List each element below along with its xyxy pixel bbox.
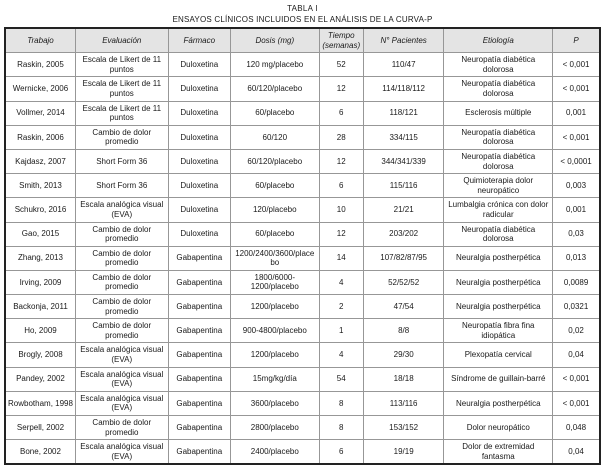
- table-row: [5, 198, 600, 222]
- table-cell-trabajo: Backonja, 2011: [5, 295, 75, 319]
- table-cell-evaluacion: Escala de Likert de 11 puntos: [75, 53, 168, 77]
- table-cell-dosis: 1200/2400/3600/placebo: [230, 246, 319, 270]
- table-cell-pacientes: 344/341/339: [363, 149, 444, 173]
- table-cell-trabajo: Raskin, 2006: [5, 125, 75, 149]
- table-cell-farmaco: Duloxetina: [168, 149, 230, 173]
- table-cell-tiempo: 6: [319, 440, 363, 465]
- table-cell-evaluacion: Escala analógica visual (EVA): [75, 440, 168, 465]
- table-cell-dosis: 2400/placebo: [230, 440, 319, 465]
- table-row: [5, 53, 600, 77]
- column-header-tiempo: Tiempo (semanas): [319, 28, 363, 53]
- table-cell-dosis: 60/placebo: [230, 222, 319, 246]
- column-header-etiologia: Etiología: [444, 28, 553, 53]
- table-cell-farmaco: Gabapentina: [168, 319, 230, 343]
- table-row: [5, 101, 600, 125]
- table-cell-tiempo: 8: [319, 416, 363, 440]
- header-row: [5, 28, 600, 53]
- table-row: [5, 149, 600, 173]
- table-cell-dosis: 60/placebo: [230, 174, 319, 198]
- table-cell-farmaco: Duloxetina: [168, 174, 230, 198]
- table-row: [5, 222, 600, 246]
- table-cell-pacientes: 18/18: [363, 367, 444, 391]
- table-cell-dosis: 1200/placebo: [230, 343, 319, 367]
- table-cell-p: 0,03: [553, 222, 600, 246]
- table-cell-etiologia: Plexopatía cervical: [444, 343, 553, 367]
- table-cell-p: < 0,001: [553, 367, 600, 391]
- table-cell-etiologia: Quimioterapia dolor neuropático: [444, 174, 553, 198]
- table-cell-etiologia: Esclerosis múltiple: [444, 101, 553, 125]
- table-cell-etiologia: Neuralgia postherpética: [444, 391, 553, 415]
- table-cell-pacientes: 29/30: [363, 343, 444, 367]
- table-cell-tiempo: 4: [319, 270, 363, 294]
- table-cell-trabajo: Pandey, 2002: [5, 367, 75, 391]
- table-cell-p: 0,001: [553, 198, 600, 222]
- table-cell-p: 0,0321: [553, 295, 600, 319]
- table-cell-dosis: 60/120/placebo: [230, 149, 319, 173]
- table-cell-etiologia: Neuropatía diabética dolorosa: [444, 149, 553, 173]
- table-cell-dosis: 60/120: [230, 125, 319, 149]
- table-cell-trabajo: Serpell, 2002: [5, 416, 75, 440]
- table-cell-etiologia: Neuralgia postherpética: [444, 295, 553, 319]
- table-cell-dosis: 2800/placebo: [230, 416, 319, 440]
- table-cell-etiologia: Neuropatía fibra fina idiopática: [444, 319, 553, 343]
- table-body: [5, 53, 600, 465]
- table-number: TABLA I: [287, 4, 318, 13]
- table-cell-evaluacion: Cambio de dolor promedio: [75, 416, 168, 440]
- table-cell-pacientes: 114/118/112: [363, 77, 444, 101]
- table-cell-tiempo: 12: [319, 149, 363, 173]
- table-cell-evaluacion: Cambio de dolor promedio: [75, 125, 168, 149]
- table-cell-etiologia: Neuropatía diabética dolorosa: [444, 125, 553, 149]
- table-cell-trabajo: Wernicke, 2006: [5, 77, 75, 101]
- table-cell-etiologia: Neuralgia postherpética: [444, 270, 553, 294]
- table-cell-p: 0,013: [553, 246, 600, 270]
- table-cell-p: 0,0089: [553, 270, 600, 294]
- table-cell-etiologia: Neuropatía diabética dolorosa: [444, 77, 553, 101]
- table-cell-dosis: 60/placebo: [230, 101, 319, 125]
- table-cell-evaluacion: Escala analógica visual (EVA): [75, 343, 168, 367]
- table-cell-p: 0,02: [553, 319, 600, 343]
- table-cell-p: 0,048: [553, 416, 600, 440]
- table-cell-etiologia: Neuropatía diabética dolorosa: [444, 53, 553, 77]
- table-cell-p: < 0,0001: [553, 149, 600, 173]
- table-cell-farmaco: Duloxetina: [168, 198, 230, 222]
- table-cell-dosis: 900-4800/placebo: [230, 319, 319, 343]
- table-cell-evaluacion: Escala de Likert de 11 puntos: [75, 101, 168, 125]
- table-cell-trabajo: Kajdasz, 2007: [5, 149, 75, 173]
- table-cell-pacientes: 19/19: [363, 440, 444, 465]
- table-cell-pacientes: 203/202: [363, 222, 444, 246]
- column-header-pacientes: N° Pacientes: [363, 28, 444, 53]
- table-cell-dosis: 60/120/placebo: [230, 77, 319, 101]
- table-caption: [0, 0, 605, 27]
- table-cell-trabajo: Zhang, 2013: [5, 246, 75, 270]
- clinical-trials-table: [4, 27, 601, 465]
- table-cell-tiempo: 6: [319, 101, 363, 125]
- table-cell-farmaco: Gabapentina: [168, 440, 230, 465]
- table-cell-farmaco: Gabapentina: [168, 367, 230, 391]
- table-cell-evaluacion: Short Form 36: [75, 174, 168, 198]
- table-cell-farmaco: Duloxetina: [168, 101, 230, 125]
- table-cell-pacientes: 8/8: [363, 319, 444, 343]
- table-header: [5, 28, 600, 53]
- table-cell-pacientes: 107/82/87/95: [363, 246, 444, 270]
- table-cell-pacientes: 47/54: [363, 295, 444, 319]
- table-cell-evaluacion: Escala analógica visual (EVA): [75, 198, 168, 222]
- table-cell-trabajo: Vollmer, 2014: [5, 101, 75, 125]
- table-cell-etiologia: Dolor de extremidad fantasma: [444, 440, 553, 465]
- table-row: [5, 343, 600, 367]
- table-cell-p: 0,001: [553, 101, 600, 125]
- table-row: [5, 125, 600, 149]
- table-row: [5, 295, 600, 319]
- table-cell-trabajo: Gao, 2015: [5, 222, 75, 246]
- table-row: [5, 440, 600, 465]
- table-cell-farmaco: Gabapentina: [168, 391, 230, 415]
- table-cell-p: 0,04: [553, 343, 600, 367]
- table-cell-p: < 0,001: [553, 125, 600, 149]
- table-cell-evaluacion: Escala analógica visual (EVA): [75, 367, 168, 391]
- table-row: [5, 367, 600, 391]
- table-cell-pacientes: 334/115: [363, 125, 444, 149]
- table-cell-dosis: 15mg/kg/día: [230, 367, 319, 391]
- table-cell-pacientes: 118/121: [363, 101, 444, 125]
- table-cell-dosis: 3600/placebo: [230, 391, 319, 415]
- table-cell-tiempo: 4: [319, 343, 363, 367]
- table-cell-etiologia: Neuropatía diabética dolorosa: [444, 222, 553, 246]
- table-cell-farmaco: Gabapentina: [168, 416, 230, 440]
- table-row: [5, 416, 600, 440]
- table-cell-pacientes: 113/116: [363, 391, 444, 415]
- table-cell-p: 0,003: [553, 174, 600, 198]
- table-cell-tiempo: 1: [319, 319, 363, 343]
- table-cell-tiempo: 54: [319, 367, 363, 391]
- table-cell-trabajo: Smith, 2013: [5, 174, 75, 198]
- table-cell-evaluacion: Cambio de dolor promedio: [75, 319, 168, 343]
- table-cell-trabajo: Raskin, 2005: [5, 53, 75, 77]
- table-cell-p: < 0,001: [553, 53, 600, 77]
- table-cell-etiologia: Lumbalgia crónica con dolor radicular: [444, 198, 553, 222]
- table-cell-dosis: 120 mg/placebo: [230, 53, 319, 77]
- table-cell-dosis: 120/placebo: [230, 198, 319, 222]
- table-cell-evaluacion: Escala analógica visual (EVA): [75, 391, 168, 415]
- table-cell-dosis: 1800/6000-1200/placebo: [230, 270, 319, 294]
- table-row: [5, 270, 600, 294]
- table-cell-p: < 0,001: [553, 77, 600, 101]
- table-cell-farmaco: Duloxetina: [168, 125, 230, 149]
- table-cell-farmaco: Duloxetina: [168, 222, 230, 246]
- table-cell-p: < 0,001: [553, 391, 600, 415]
- table-cell-pacientes: 115/116: [363, 174, 444, 198]
- column-header-farmaco: Fármaco: [168, 28, 230, 53]
- table-title: ENSAYOS CLÍNICOS INCLUIDOS EN EL ANÁLISIS DE LA CURVA-P: [172, 15, 433, 24]
- table-cell-evaluacion: Cambio de dolor promedio: [75, 222, 168, 246]
- column-header-trabajo: Trabajo: [5, 28, 75, 53]
- table-cell-p: 0,04: [553, 440, 600, 465]
- table-cell-tiempo: 2: [319, 295, 363, 319]
- table-row: [5, 174, 600, 198]
- table-cell-tiempo: 10: [319, 198, 363, 222]
- table-cell-farmaco: Gabapentina: [168, 270, 230, 294]
- table-cell-farmaco: Gabapentina: [168, 343, 230, 367]
- table-row: [5, 391, 600, 415]
- table-cell-trabajo: Irving, 2009: [5, 270, 75, 294]
- table-cell-pacientes: 21/21: [363, 198, 444, 222]
- table-cell-etiologia: Neuralgia postherpética: [444, 246, 553, 270]
- table-cell-etiologia: Dolor neuropático: [444, 416, 553, 440]
- table-cell-tiempo: 12: [319, 77, 363, 101]
- table-cell-tiempo: 52: [319, 53, 363, 77]
- table-cell-etiologia: Síndrome de guillain-barré: [444, 367, 553, 391]
- table-cell-trabajo: Brogly, 2008: [5, 343, 75, 367]
- table-cell-pacientes: 52/52/52: [363, 270, 444, 294]
- table-cell-tiempo: 6: [319, 174, 363, 198]
- table-cell-trabajo: Schukro, 2016: [5, 198, 75, 222]
- table-cell-tiempo: 14: [319, 246, 363, 270]
- table-row: [5, 77, 600, 101]
- table-cell-evaluacion: Escala de Likert de 11 puntos: [75, 77, 168, 101]
- table-cell-trabajo: Ho, 2009: [5, 319, 75, 343]
- table-cell-evaluacion: Cambio de dolor promedio: [75, 246, 168, 270]
- table-cell-pacientes: 153/152: [363, 416, 444, 440]
- table-cell-trabajo: Bone, 2002: [5, 440, 75, 465]
- table-cell-farmaco: Duloxetina: [168, 53, 230, 77]
- table-cell-tiempo: 8: [319, 391, 363, 415]
- table-cell-pacientes: 110/47: [363, 53, 444, 77]
- table-cell-evaluacion: Cambio de dolor promedio: [75, 270, 168, 294]
- table-cell-farmaco: Duloxetina: [168, 77, 230, 101]
- table-cell-evaluacion: Short Form 36: [75, 149, 168, 173]
- table-cell-farmaco: Gabapentina: [168, 295, 230, 319]
- table-cell-evaluacion: Cambio de dolor promedio: [75, 295, 168, 319]
- table-cell-dosis: 1200/placebo: [230, 295, 319, 319]
- table-cell-farmaco: Gabapentina: [168, 246, 230, 270]
- table-cell-tiempo: 12: [319, 222, 363, 246]
- table-cell-trabajo: Rowbotham, 1998: [5, 391, 75, 415]
- table-row: [5, 319, 600, 343]
- table-row: [5, 246, 600, 270]
- column-header-dosis: Dosis (mg): [230, 28, 319, 53]
- column-header-evaluacion: Evaluación: [75, 28, 168, 53]
- column-header-p: P: [553, 28, 600, 53]
- table-cell-tiempo: 28: [319, 125, 363, 149]
